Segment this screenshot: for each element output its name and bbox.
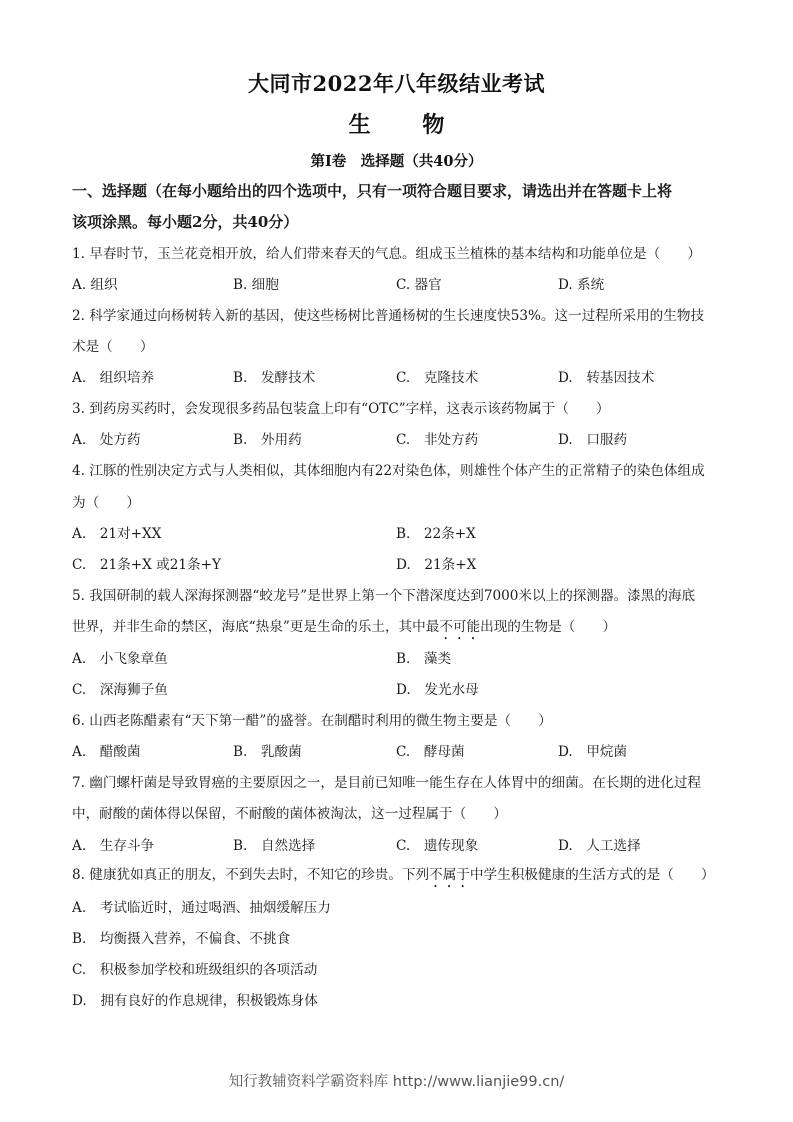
part-title: 第Ⅰ卷 选择题（共40分） [310,153,483,170]
question-1-option-c: C. 器官 [396,277,442,293]
question-6-option-d: D. 甲烷菌 [558,744,628,760]
question-3-text: 3. 到药房买药时，会发现很多药品包装盒上印有“OTC”字样，这表示该药物属于（ ） [72,401,610,417]
question-8-text [72,866,722,891]
question-4-option-b: B. 22条+X [396,526,476,542]
question-5-text-part: 出现的生物是（ ） [480,619,617,635]
question-2-option-b: B. 发酵技术 [233,370,316,386]
question-4-option-c: C. 21条+X 或21条+Y [72,557,221,573]
question-2-option-a: A. 组织培养 [72,370,155,386]
question-1-text: 1. 早春时节，玉兰花竞相开放，给人们带来春天的气息。组成玉兰植株的基本结构和功能单位是（ ） [72,246,702,262]
question-5-option-a: A. 小飞象章鱼 [72,651,168,667]
emphasis-not-possible: 不可能 [439,619,481,635]
section-instruction-line-1: 一、选择题（在每小题给出的四个选项中，只有一项符合题目要求，请选出并在答题卡上将 [72,182,673,200]
question-6-option-a: A. 醋酸菌 [72,744,141,760]
question-1-option-d: D. 系统 [558,277,605,293]
section-instruction-line-2: 该项涂黑。每小题2分，共40分） [72,213,299,231]
question-8-option-d: D. 拥有良好的作息规律，积极锻炼身体 [72,993,318,1009]
question-1-option-b: B. 细胞 [233,277,279,293]
question-8-text-part: 8. 健康犹如真正的朋友，不到失去时，不知它的珍贵。下列 [72,867,430,883]
question-5-text-part: 世界，并非生命的禁区，海底“热泉”更是生命的乐土，其中最 [72,619,440,635]
question-5-text-cont [72,618,722,643]
question-5-option-d: D. 发光水母 [396,682,479,698]
exam-title: 大同市2022年八年级结业考试 [248,71,545,96]
question-6-option-c: C. 酵母菌 [396,744,465,760]
question-7-text: 7. 幽门螺杆菌是导致胃癌的主要原因之一，是目前已知唯一能生存在人体胃中的细菌。在长期的进化过程 [72,775,702,791]
question-7-option-a: A. 生存斗争 [72,838,155,854]
question-5-option-b: B. 藻类 [396,651,452,667]
question-4-text-cont: 为（ ） [72,495,140,511]
question-8-option-c: C. 积极参加学校和班级组织的各项活动 [72,962,318,978]
question-6-text: 6. 山西老陈醋素有“天下第一醋”的盛誉。在制醋时利用的微生物主要是（ ） [72,713,552,729]
question-8-option-b: B. 均衡摄入营养，不偏食、不挑食 [72,931,291,947]
question-3-option-d: D. 口服药 [558,432,628,448]
question-3-option-c: C. 非处方药 [396,432,479,448]
question-6-option-b: B. 乳酸菌 [233,744,302,760]
question-4-option-a: A. 21对+XX [72,526,162,542]
question-7-option-b: B. 自然选择 [233,838,316,854]
subject-title: 生 物 [348,112,467,138]
footer-watermark-link[interactable]: 知行教辅资料学霸资料库 http://www.lianjie99.cn/ [228,1074,565,1090]
question-2-option-d: D. 转基因技术 [558,370,655,386]
question-4-text: 4. 江豚的性别决定方式与人类相似，其体细胞内有22对染色体，则雄性个体产生的正常精子的染色体组成 [72,463,705,479]
question-3-option-a: A. 处方药 [72,432,141,448]
question-8-option-a: A. 考试临近时，通过喝酒、抽烟缓解压力 [72,900,331,916]
question-3-option-b: B. 外用药 [233,432,302,448]
question-7-text-cont: 中，耐酸的菌体得以保留，不耐酸的菌体被淘汰，这一过程属于（ ） [72,806,507,822]
question-2-text: 2. 科学家通过向杨树转入新的基因，使这些杨树比普通杨树的生长速度快53%。这一过程所采用的生物技 [72,308,705,324]
question-1-option-a: A. 组织 [72,277,118,293]
question-2-option-c: C. 克隆技术 [396,370,479,386]
question-7-option-c: C. 遗传现象 [396,838,479,854]
question-5-text: 5. 我国研制的载人深海探测器“蛟龙号”是世界上第一个下潜深度达到7000米以上的探测器。漆黑的海底 [72,588,696,604]
question-7-option-d: D. 人工选择 [558,838,641,854]
question-8-text-part: 中学生积极健康的生活方式的是（ ） [469,867,715,883]
emphasis-not-belong: 不属于 [429,867,470,883]
question-2-text-cont: 术是（ ） [72,339,154,355]
question-5-option-c: C. 深海狮子鱼 [72,682,168,698]
question-4-option-d: D. 21条+X [396,557,477,573]
